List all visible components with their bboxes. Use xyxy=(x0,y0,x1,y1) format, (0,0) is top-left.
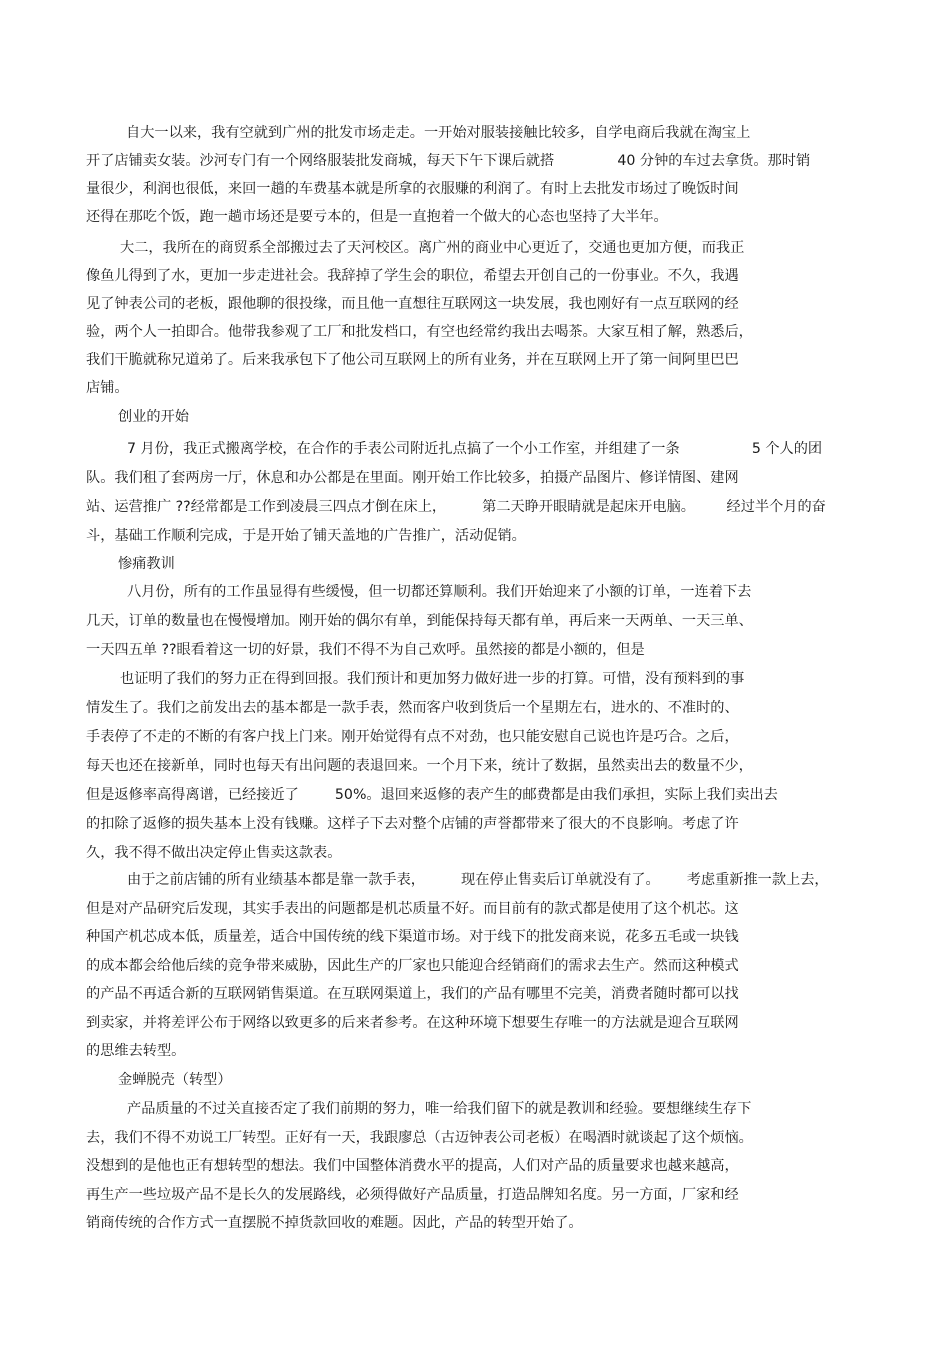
text-line: 见了钟表公司的老板，跟他聊的很投缘，而且他一直想往互联网这一块发展，我也刚好有一点互联网的经 xyxy=(86,296,739,312)
text-line: 的扣除了返修的损失基本上没有钱赚。这样子下去对整个店铺的声誉都带来了很大的不良影响。考虑了许 xyxy=(86,816,739,832)
text-line: 到卖家，并将差评公布于网络以致更多的后来者参考。在这种环境下想要生存唯一的方法就是迎合互联网 xyxy=(86,1014,739,1031)
text-line: 验，两个人一拍即合。他带我参观了工厂和批发档口，有空也经常约我出去喝茶。大家互相了解，熟悉后， xyxy=(86,324,753,340)
text-line: 站、运营推广 ??经常都是工作到凌晨三四点才倒在床上， 第二天睁开眼睛就是起床开电脑。 经过半个月的奋 xyxy=(86,499,826,515)
text-line: 的成本都会给他后续的竞争带来威胁，因此生产的厂家也只能迎合经销商们的需求去生产。然而这种模式 xyxy=(86,957,739,974)
text-line: 像鱼儿得到了水，更加一步走进社会。我辞掉了学生会的职位，希望去开创自己的一份事业。不久，我遇 xyxy=(86,268,739,284)
text-line: 但是对产品研究后发现，其实手表出的问题都是机芯质量不好。而目前有的款式都是使用了这个机芯。这 xyxy=(86,900,739,917)
text-line: 斗，基础工作顺利完成，于是开始了铺天盖地的广告推广，活动促销。 xyxy=(86,528,526,544)
text-line: 再生产一些垃圾产品不是长久的发展路线，必须得做好产品质量，打造品牌知名度。另一方面，厂家和经 xyxy=(86,1186,739,1203)
text-line: 队。我们租了套两房一厅，休息和办公都是在里面。刚开始工作比较多，拍摄产品图片、修详情图、建网 xyxy=(86,470,739,486)
text-line: 产品质量的不过关直接否定了我们前期的努力，唯一给我们留下的就是教训和经验。要想继续生存下 xyxy=(127,1101,752,1117)
text-line: 店铺。 xyxy=(86,380,129,396)
text-line: 情发生了。我们之前发出去的基本都是一款手表，然而客户收到货后一个星期左右，进水的、不准时的、 xyxy=(86,700,739,716)
section-heading: 金蝉脱壳（转型） xyxy=(118,1072,232,1088)
text-line: 由于之前店铺的所有业绩基本都是靠一款手表， 现在停止售卖后订单就没有了。 考虑重新推一款上去， xyxy=(127,872,829,888)
text-line: 的产品不再适合新的互联网销售渠道。在互联网渠道上，我们的产品有哪里不完美，消费者随时都可以找 xyxy=(86,986,739,1002)
text-line: 我们干脆就称兄道弟了。后来我承包下了他公司互联网上的所有业务，并在互联网上开了第一间阿里巴巴 xyxy=(86,352,739,368)
text-line: 没想到的是他也正有想转型的想法。我们中国整体消费水平的提高，人们对产品的质量要求也越来越高， xyxy=(86,1158,739,1174)
text-line: 种国产机芯成本低，质量差，适合中国传统的线下渠道市场。对于线下的批发商来说，花多五毛或一块钱 xyxy=(86,929,739,945)
text-line: 销商传统的合作方式一直摆脱不掉货款回收的难题。因此，产品的转型开始了。 xyxy=(86,1215,583,1231)
text-line: 但是返修率高得离谱，已经接近了 50%。退回来返修的表产生的邮费都是由我们承担，实际上我们卖出去 xyxy=(86,787,778,803)
text-line: 八月份，所有的工作虽显得有些缓慢，但一切都还算顺利。我们开始迎来了小额的订单，一连着下去 xyxy=(127,584,752,600)
text-line: 一天四五单 ??眼看着这一切的好景，我们不得不为自己欢呼。虽然接的都是小额的，但是 xyxy=(86,642,645,658)
text-line: 量很少，利润也很低，来回一趟的车费基本就是所拿的衣服赚的利润了。有时上去批发市场过了晚饭时间 xyxy=(86,181,739,197)
text-line: 大二，我所在的商贸系全部搬过去了天河校区。离广州的商业中心更近了，交通也更加方便，而我正 xyxy=(120,240,745,256)
text-line: 几天，订单的数量也在慢慢增加。刚开始的偶尔有单，到能保持每天都有单，再后来一天两单、一天三单、 xyxy=(86,613,753,629)
text-line: 的思维去转型。 xyxy=(86,1043,186,1059)
text-line: 7 月份，我正式搬离学校，在合作的手表公司附近扎点搞了一个小工作室，并组建了一条 5 个人的团 xyxy=(127,441,823,457)
section-heading: 惨痛教训 xyxy=(118,556,175,572)
text-line: 久，我不得不做出决定停止售卖这款表。 xyxy=(86,845,342,861)
text-line: 自大一以来，我有空就到广州的批发市场走走。一开始对服装接触比较多，自学电商后我就在淘宝上 xyxy=(126,125,751,141)
text-line: 还得在那吃个饭，跑一趟市场还是要亏本的，但是一直抱着一个做大的心态也坚持了大半年。 xyxy=(86,209,668,225)
text-line: 也证明了我们的努力正在得到回报。我们预计和更加努力做好进一步的打算。可惜，没有预料到的事 xyxy=(120,671,745,687)
section-heading: 创业的开始 xyxy=(118,409,189,425)
text-line: 去，我们不得不劝说工厂转型。正好有一天，我跟廖总（古迈钟表公司老板）在喝酒时就谈起了这个烦恼。 xyxy=(86,1129,753,1146)
text-line: 手表停了不走的不断的有客户找上门来。刚开始觉得有点不对劲，也只能安慰自己说也许是巧合。之后， xyxy=(86,729,739,745)
text-line: 每天也还在接新单，同时也每天有出问题的表退回来。一个月下来，统计了数据，虽然卖出去的数量不少， xyxy=(86,758,753,774)
text-line: 开了店铺卖女装。沙河专门有一个网络服装批发商城，每天下午下课后就搭 40 分钟的车过去拿货。那时销 xyxy=(86,153,811,169)
